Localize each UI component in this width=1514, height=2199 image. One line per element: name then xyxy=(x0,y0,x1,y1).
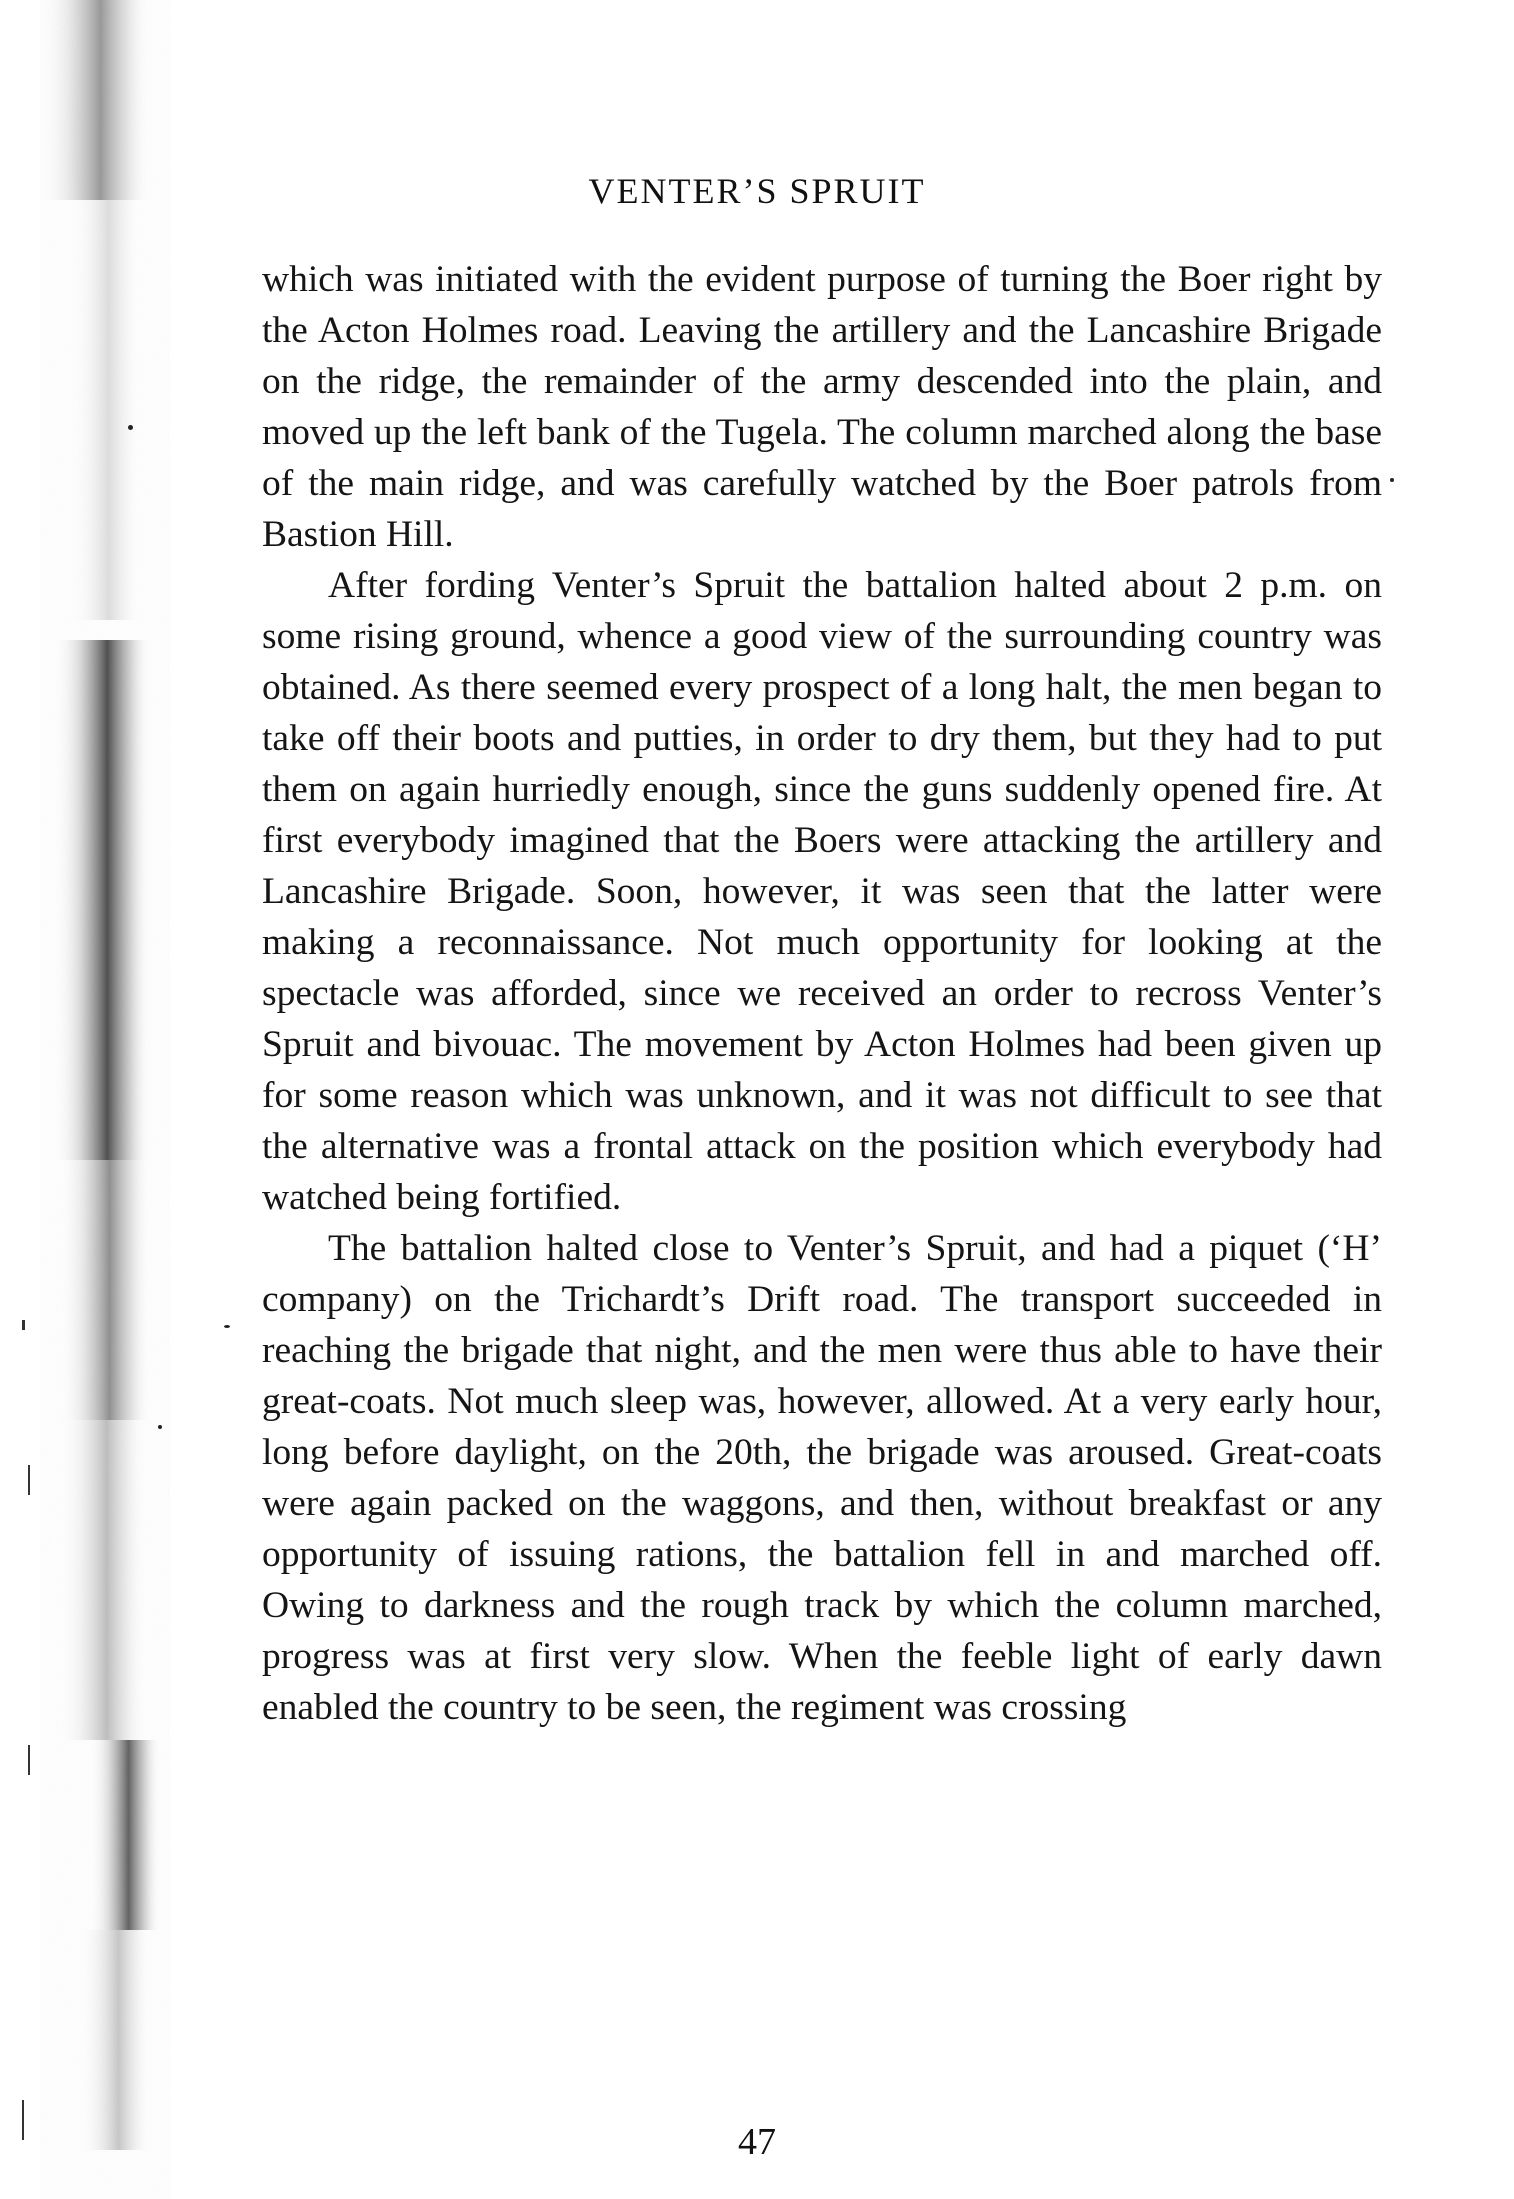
running-header: VENTER’S SPRUIT xyxy=(588,171,926,211)
paragraph: The battalion halted close to Venter’s Spruit, and had a piquet (‘H’ company) on the Trichardt’s Drift road. The transport succeeded in reaching the brigade that night, and the men were thus able to have their great-coats. Not much sleep was, however, allowed. At a very early hour, long before daylight, on the 20th, the brigade was aroused. Great-coats were again packed on the waggons, and then, without breakfast or any opportunity of issuing rations, the battalion fell in and marched off. Owing to darkness and the rough track by which the column marched, progress was at first very slow. When the feeble light of early dawn enabled the country to be seen, the regiment was crossing xyxy=(262,1228,1382,1728)
scan-speck xyxy=(224,1325,230,1328)
page-body xyxy=(262,254,1382,1733)
scan-speck xyxy=(128,425,133,430)
binding-gutter xyxy=(0,0,190,2199)
paragraph: After fording Venter’s Spruit the battalion halted about 2 p.m. on some rising ground, whence a good view of the surrounding country was obtained. As there seemed every prospect of a long halt, the men began to take off their boots and putties, in order to dry them, but they had to put them on again hurriedly enough, since the guns suddenly opened fire. At first everybody imagined that the Boers were attacking the artillery and Lancashire Brigade. Soon, however, it was seen that the latter were making a reconnaissance. Not much opportunity for looking at the spectacle was afforded, since we received an order to recross Venter’s Spruit and bivouac. The movement by Acton Holmes had been given up for some reason which was unknown, and it was not difficult to see that the alternative was a frontal attack on the position which everybody had watched being fortified. xyxy=(262,565,1382,1218)
paragraph: which was initiated with the evident purpose of turning the Boer right by the Acton Holmes road. Leaving the artillery and the Lancashire Brigade on the ridge, the remainder of the army descended into the plain, and moved up the left bank of the Tugela. The column marched along the base of the main ridge, and was carefully watched by the Boer patrols from Bastion Hill. xyxy=(262,259,1382,555)
scan-speck xyxy=(158,1425,162,1429)
scan-speck xyxy=(1390,478,1394,482)
page-number: 47 xyxy=(738,2121,776,2163)
scan-shadow-graphic xyxy=(0,0,190,2199)
